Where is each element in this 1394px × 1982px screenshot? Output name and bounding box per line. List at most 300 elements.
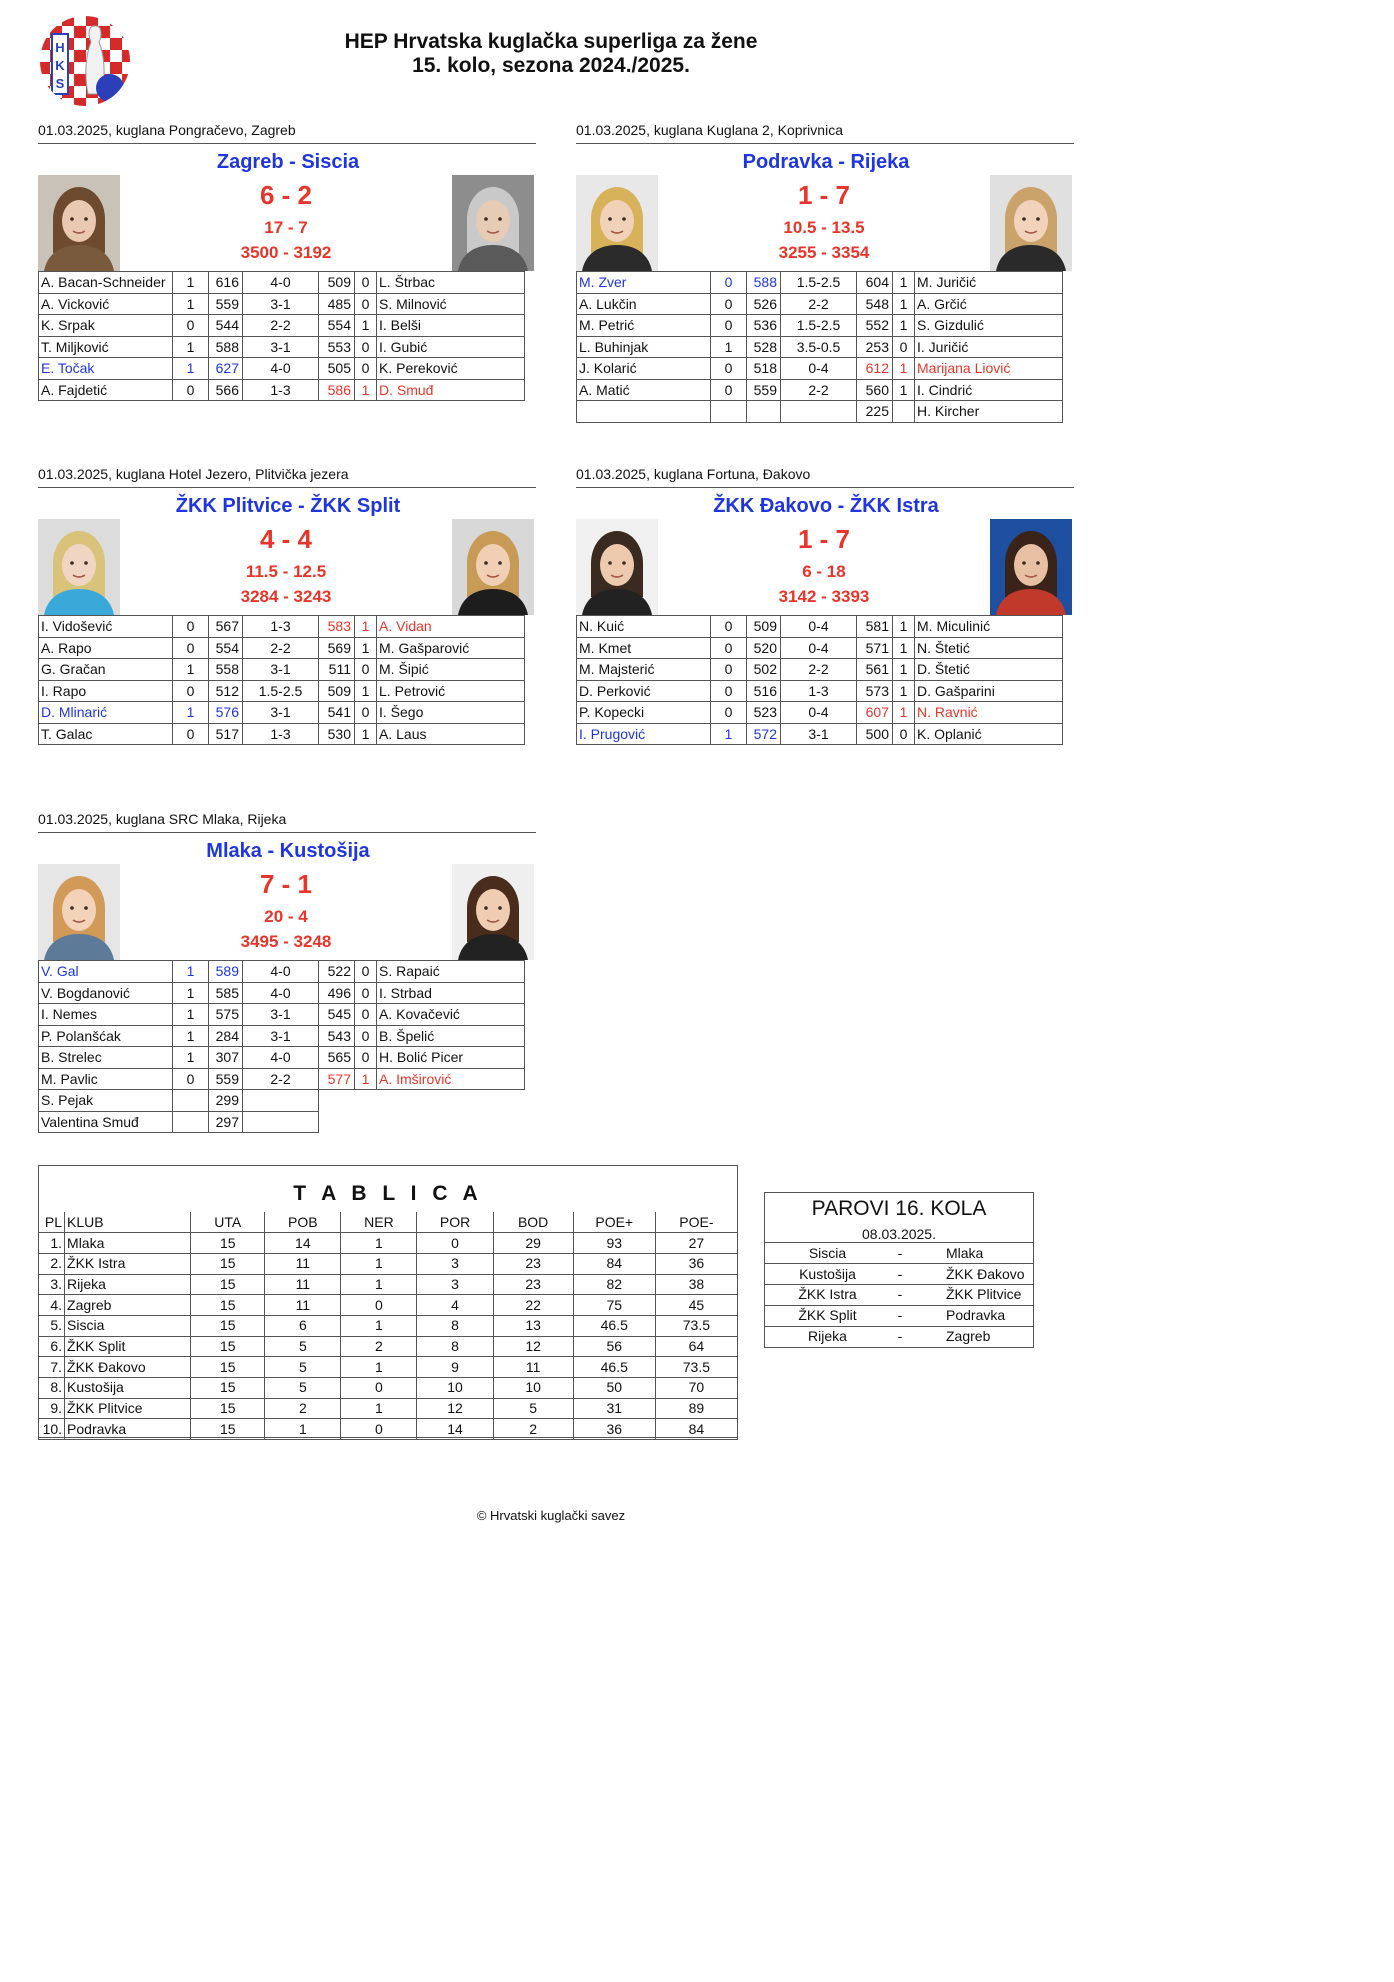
away-player-name: M. Gašparović bbox=[377, 637, 525, 659]
standings-header-match-points-against: POE- bbox=[655, 1212, 737, 1233]
set-result: 3.5-0.5 bbox=[781, 336, 857, 358]
away-player-pins: 253 bbox=[857, 336, 893, 358]
home-player-name: I. Vidošević bbox=[39, 616, 173, 638]
away-player-pins: 565 bbox=[319, 1047, 355, 1069]
set-score: 6 - 18 bbox=[802, 562, 846, 581]
away-player-pins: 511 bbox=[319, 659, 355, 681]
standings-club: ŽKK Plitvice bbox=[65, 1398, 191, 1419]
match-title: Podravka - Rijeka bbox=[742, 151, 910, 173]
standings-draws: 1 bbox=[341, 1315, 417, 1336]
home-player-name: L. Buhinjak bbox=[577, 336, 711, 358]
table-row bbox=[39, 315, 525, 337]
home-player-name: Valentina Smuđ bbox=[39, 1111, 173, 1133]
home-player-name: M. Kmet bbox=[577, 637, 711, 659]
away-player-name: K. Pereković bbox=[377, 358, 525, 380]
pin-total: 3500 - 3192 bbox=[240, 243, 332, 262]
set-result: 0-4 bbox=[781, 637, 857, 659]
home-player-name: I. Prugović bbox=[577, 723, 711, 745]
standings-match-points-against: 38 bbox=[655, 1274, 737, 1295]
match-date-venue: 01.03.2025, kuglana SRC Mlaka, Rijeka bbox=[38, 811, 287, 827]
away-player-point: 0 bbox=[355, 982, 377, 1004]
set-result: 3-1 bbox=[243, 659, 319, 681]
away-player-name: A. Imširović bbox=[377, 1068, 525, 1090]
standings-losses: 12 bbox=[417, 1398, 493, 1419]
away-player-pins: 552 bbox=[857, 315, 893, 337]
away-player-name: N. Ravnić bbox=[915, 702, 1063, 724]
home-player-pins: 572 bbox=[747, 723, 781, 745]
home-player-pins: 299 bbox=[209, 1090, 243, 1112]
away-player-point: 1 bbox=[355, 723, 377, 745]
away-player-point: 0 bbox=[355, 272, 377, 294]
standings-wins: 11 bbox=[265, 1274, 341, 1295]
table-row bbox=[577, 401, 1063, 423]
away-player-point: 1 bbox=[893, 379, 915, 401]
home-player-point: 0 bbox=[711, 379, 747, 401]
away-player-point: 0 bbox=[893, 336, 915, 358]
player-photo-image bbox=[990, 175, 1072, 271]
away-player-photo bbox=[452, 519, 534, 615]
home-player-pins: 297 bbox=[209, 1111, 243, 1133]
away-player-name: A. Vidan bbox=[377, 616, 525, 638]
away-player-point: 1 bbox=[893, 358, 915, 380]
away-player-pins: 530 bbox=[319, 723, 355, 745]
away-player-pins: 545 bbox=[319, 1004, 355, 1026]
standings-row bbox=[39, 1315, 738, 1336]
home-player-name: V. Gal bbox=[39, 961, 173, 983]
away-player-pins: 554 bbox=[319, 315, 355, 337]
player-photo-image bbox=[452, 864, 534, 960]
home-player-point: 0 bbox=[173, 723, 209, 745]
standings-draws: 1 bbox=[341, 1357, 417, 1378]
away-player-pins: 485 bbox=[319, 293, 355, 315]
standings-match-points-against: 84 bbox=[655, 1419, 737, 1440]
page-title: HEP Hrvatska kuglačka superliga za žene bbox=[344, 30, 758, 53]
table-row bbox=[39, 680, 525, 702]
away-player-point: 1 bbox=[355, 379, 377, 401]
away-player-name: K. Oplanić bbox=[915, 723, 1063, 745]
home-player-pins: 567 bbox=[209, 616, 243, 638]
home-player-point: 0 bbox=[711, 680, 747, 702]
home-player-pins: 284 bbox=[209, 1025, 243, 1047]
away-player-pins: 509 bbox=[319, 680, 355, 702]
pair-dash: - bbox=[890, 1264, 910, 1285]
match-date-venue: 01.03.2025, kuglana Fortuna, Đakovo bbox=[576, 466, 811, 482]
empty-cell bbox=[319, 1090, 525, 1112]
player-photo-image bbox=[990, 519, 1072, 615]
away-player-pins: 509 bbox=[319, 272, 355, 294]
away-player-point: 1 bbox=[355, 1068, 377, 1090]
away-player-point bbox=[893, 401, 915, 423]
away-player-pins: 541 bbox=[319, 702, 355, 724]
home-player-point: 0 bbox=[711, 702, 747, 724]
away-player-point: 1 bbox=[355, 637, 377, 659]
pair-row bbox=[765, 1264, 1033, 1285]
home-player-pins: 566 bbox=[209, 379, 243, 401]
away-player-point: 0 bbox=[355, 293, 377, 315]
home-player-point: 0 bbox=[711, 358, 747, 380]
standings-title: T A B L I C A bbox=[293, 1182, 483, 1205]
home-player-pins: 627 bbox=[209, 358, 243, 380]
standings-match-points-against: 27 bbox=[655, 1233, 737, 1254]
home-player-name: M. Pavlic bbox=[39, 1068, 173, 1090]
set-score: 20 - 4 bbox=[264, 907, 308, 926]
home-player-point: 1 bbox=[711, 723, 747, 745]
match-result-table bbox=[576, 615, 1063, 745]
standings-match-points-for: 36 bbox=[573, 1419, 655, 1440]
away-player-pins: 500 bbox=[857, 723, 893, 745]
set-score: 11.5 - 12.5 bbox=[245, 562, 327, 581]
home-player-pins: 576 bbox=[209, 702, 243, 724]
standings-draws: 2 bbox=[341, 1336, 417, 1357]
away-player-pins: 522 bbox=[319, 961, 355, 983]
standings-draws: 1 bbox=[341, 1398, 417, 1419]
home-player-point bbox=[173, 1090, 209, 1112]
standings-match-points-against: 73.5 bbox=[655, 1357, 737, 1378]
away-player-pins: 548 bbox=[857, 293, 893, 315]
standings-played: 15 bbox=[191, 1378, 265, 1399]
set-result: 1-3 bbox=[781, 680, 857, 702]
set-result: 2-2 bbox=[781, 379, 857, 401]
standings-losses: 0 bbox=[417, 1233, 493, 1254]
away-player-pins: 612 bbox=[857, 358, 893, 380]
away-player-pins: 577 bbox=[319, 1068, 355, 1090]
home-player-pins: 526 bbox=[747, 293, 781, 315]
standings-losses: 3 bbox=[417, 1274, 493, 1295]
set-result: 1-3 bbox=[243, 616, 319, 638]
set-result: 2-2 bbox=[781, 293, 857, 315]
away-player-pins: 604 bbox=[857, 272, 893, 294]
away-player-pins: 586 bbox=[319, 379, 355, 401]
away-player-pins: 561 bbox=[857, 659, 893, 681]
pair-dash: - bbox=[897, 1328, 903, 1345]
standings-header-draws: NER bbox=[341, 1212, 417, 1233]
standings-header-club: KLUB bbox=[65, 1212, 191, 1233]
divider bbox=[38, 487, 536, 488]
table-row bbox=[39, 961, 525, 983]
match-header bbox=[38, 864, 538, 960]
away-player-point: 0 bbox=[355, 1004, 377, 1026]
empty-cell bbox=[319, 1111, 525, 1133]
standings-row bbox=[39, 1357, 738, 1378]
match-block bbox=[576, 465, 1076, 745]
standings-points: 2 bbox=[493, 1419, 573, 1440]
home-player-pins: 536 bbox=[747, 315, 781, 337]
standings-wins: 2 bbox=[265, 1398, 341, 1419]
set-result bbox=[781, 401, 857, 423]
away-player-name: I. Strbad bbox=[377, 982, 525, 1004]
away-player-pins: 496 bbox=[319, 982, 355, 1004]
home-player-photo bbox=[38, 864, 120, 960]
standings-rank: 7. bbox=[39, 1357, 65, 1378]
away-player-name: S. Rapaić bbox=[377, 961, 525, 983]
home-player-name: A. Bacan-Schneider bbox=[39, 272, 173, 294]
home-player-pins: 588 bbox=[209, 336, 243, 358]
set-result: 2-2 bbox=[781, 659, 857, 681]
standings-draws: 0 bbox=[341, 1419, 417, 1440]
away-player-pins: 607 bbox=[857, 702, 893, 724]
home-player-pins: 307 bbox=[209, 1047, 243, 1069]
table-row bbox=[39, 272, 525, 294]
standings-header-played: UTA bbox=[191, 1212, 265, 1233]
home-player-pins: 559 bbox=[747, 379, 781, 401]
standings-played: 15 bbox=[191, 1253, 265, 1274]
next-round-pairs bbox=[765, 1243, 1033, 1347]
away-player-name: I. Belši bbox=[377, 315, 525, 337]
pair-dash: - bbox=[890, 1305, 910, 1326]
away-player-point: 0 bbox=[355, 1047, 377, 1069]
table-row bbox=[39, 293, 525, 315]
table-row bbox=[39, 982, 525, 1004]
standings-club: Kustošija bbox=[65, 1378, 191, 1399]
standings-row bbox=[39, 1274, 738, 1295]
standings-draws: 1 bbox=[341, 1274, 417, 1295]
standings-wins: 5 bbox=[265, 1336, 341, 1357]
table-row bbox=[577, 723, 1063, 745]
away-player-name: I. Gubić bbox=[377, 336, 525, 358]
away-player-name: Marijana Liović bbox=[915, 358, 1063, 380]
standings-header-rank: PL bbox=[39, 1212, 65, 1233]
match-score: 7 - 1 bbox=[259, 869, 313, 899]
standings-rank: 9. bbox=[39, 1398, 65, 1419]
table-row bbox=[39, 659, 525, 681]
home-player-name: V. Bogdanović bbox=[39, 982, 173, 1004]
standings-row bbox=[39, 1378, 738, 1399]
standings-rank: 4. bbox=[39, 1295, 65, 1316]
standings-club: ŽKK Đakovo bbox=[65, 1357, 191, 1378]
standings-points: 23 bbox=[493, 1253, 573, 1274]
logo-letter-s: S bbox=[55, 76, 65, 91]
standings-header-losses: POR bbox=[417, 1212, 493, 1233]
set-result: 4-0 bbox=[243, 961, 319, 983]
pair-home: Rijeka bbox=[808, 1328, 847, 1345]
pair-away: ŽKK Đakovo bbox=[910, 1264, 1033, 1285]
match-result-table bbox=[38, 615, 525, 745]
standings-header-match-points-for: POE+ bbox=[573, 1212, 655, 1233]
away-player-name: D. Smuđ bbox=[377, 379, 525, 401]
home-player-pins: 516 bbox=[747, 680, 781, 702]
away-player-name: L. Štrbac bbox=[377, 272, 525, 294]
divider bbox=[38, 832, 536, 833]
away-player-name: M. Miculinić bbox=[915, 616, 1063, 638]
match-score: 6 - 2 bbox=[259, 180, 313, 210]
away-player-point: 1 bbox=[893, 293, 915, 315]
standings-table bbox=[38, 1165, 738, 1438]
set-result: 3-1 bbox=[243, 1025, 319, 1047]
home-player-pins: 616 bbox=[209, 272, 243, 294]
away-player-name: I. Šego bbox=[377, 702, 525, 724]
standings-club: ŽKK Split bbox=[65, 1336, 191, 1357]
match-scores bbox=[120, 519, 452, 607]
home-player-pins: 518 bbox=[747, 358, 781, 380]
home-player-pins: 559 bbox=[209, 293, 243, 315]
set-result bbox=[243, 1111, 319, 1133]
footer-copyright: © Hrvatski kuglački savez bbox=[476, 1508, 626, 1523]
home-player-name bbox=[577, 401, 711, 423]
away-player-name: I. Juričić bbox=[915, 336, 1063, 358]
match-header bbox=[38, 519, 538, 615]
standings-match-points-against: 89 bbox=[655, 1398, 737, 1419]
match-scores bbox=[120, 864, 452, 952]
away-player-name: H. Kircher bbox=[915, 401, 1063, 423]
standings-row bbox=[39, 1295, 738, 1316]
home-player-point: 1 bbox=[173, 272, 209, 294]
standings-club: Siscia bbox=[65, 1315, 191, 1336]
away-player-pins: 581 bbox=[857, 616, 893, 638]
standings-wins: 11 bbox=[265, 1253, 341, 1274]
set-result: 0-4 bbox=[781, 702, 857, 724]
player-photo-image bbox=[452, 175, 534, 271]
standings-losses: 9 bbox=[417, 1357, 493, 1378]
set-result: 1.5-2.5 bbox=[243, 680, 319, 702]
standings-draws: 1 bbox=[341, 1253, 417, 1274]
page-subtitle: 15. kolo, sezona 2024./2025. bbox=[412, 54, 690, 77]
standings-match-points-for: 93 bbox=[573, 1233, 655, 1254]
away-player-name: A. Laus bbox=[377, 723, 525, 745]
standings-played: 15 bbox=[191, 1419, 265, 1440]
home-player-pins: 544 bbox=[209, 315, 243, 337]
standings-losses: 8 bbox=[417, 1336, 493, 1357]
standings-wins: 14 bbox=[265, 1233, 341, 1254]
away-player-point: 1 bbox=[355, 315, 377, 337]
table-row bbox=[39, 702, 525, 724]
home-player-pins: 575 bbox=[209, 1004, 243, 1026]
divider bbox=[576, 487, 1074, 488]
home-player-name: A. Matić bbox=[577, 379, 711, 401]
away-player-point: 0 bbox=[355, 659, 377, 681]
set-result: 3-1 bbox=[243, 1004, 319, 1026]
home-player-point: 0 bbox=[711, 659, 747, 681]
standings-header-row bbox=[39, 1212, 738, 1233]
standings-points: 11 bbox=[493, 1357, 573, 1378]
home-player-pins: 585 bbox=[209, 982, 243, 1004]
match-score: 1 - 7 bbox=[797, 524, 851, 554]
away-player-pins: 505 bbox=[319, 358, 355, 380]
home-player-name: D. Mlinarić bbox=[39, 702, 173, 724]
home-player-point: 1 bbox=[173, 1047, 209, 1069]
match-date-venue: 01.03.2025, kuglana Pongračevo, Zagreb bbox=[38, 122, 296, 138]
away-player-name: D. Gašparini bbox=[915, 680, 1063, 702]
set-result: 0-4 bbox=[781, 616, 857, 638]
match-scores bbox=[658, 519, 990, 607]
standings-club: ŽKK Istra bbox=[65, 1253, 191, 1274]
set-result: 4-0 bbox=[243, 982, 319, 1004]
home-player-name: A. Vicković bbox=[39, 293, 173, 315]
away-player-point: 0 bbox=[355, 1025, 377, 1047]
home-player-name: M. Petrić bbox=[577, 315, 711, 337]
standings-match-points-against: 70 bbox=[655, 1378, 737, 1399]
away-player-point: 0 bbox=[355, 358, 377, 380]
away-player-point: 0 bbox=[355, 961, 377, 983]
standings-played: 15 bbox=[191, 1274, 265, 1295]
away-player-photo bbox=[452, 864, 534, 960]
home-player-point: 1 bbox=[173, 982, 209, 1004]
logo-letter-h: H bbox=[55, 40, 65, 55]
pin-total: 3495 - 3248 bbox=[240, 932, 332, 951]
pair-away: Mlaka bbox=[910, 1243, 1033, 1264]
set-result: 2-2 bbox=[243, 637, 319, 659]
match-result-table bbox=[38, 271, 525, 401]
away-player-name: L. Petrović bbox=[377, 680, 525, 702]
table-row bbox=[39, 1068, 525, 1090]
standings-rank: 8. bbox=[39, 1378, 65, 1399]
away-player-point: 0 bbox=[355, 702, 377, 724]
table-row bbox=[577, 616, 1063, 638]
home-player-point: 0 bbox=[711, 293, 747, 315]
table-row bbox=[577, 358, 1063, 380]
home-player-name: E. Točak bbox=[39, 358, 173, 380]
table-row bbox=[577, 637, 1063, 659]
set-result: 3-1 bbox=[243, 702, 319, 724]
next-round-box bbox=[764, 1192, 1034, 1348]
home-player-name: P. Kopecki bbox=[577, 702, 711, 724]
table-row bbox=[39, 1111, 525, 1133]
table-row bbox=[39, 1025, 525, 1047]
standings-match-points-for: 56 bbox=[573, 1336, 655, 1357]
away-player-pins: 553 bbox=[319, 336, 355, 358]
standings-rank: 3. bbox=[39, 1274, 65, 1295]
match-header bbox=[576, 175, 1076, 271]
home-player-point: 0 bbox=[711, 272, 747, 294]
home-player-pins: 554 bbox=[209, 637, 243, 659]
player-photo-image bbox=[576, 175, 658, 271]
home-player-name: T. Miljković bbox=[39, 336, 173, 358]
table-row bbox=[39, 358, 525, 380]
away-player-point: 0 bbox=[893, 723, 915, 745]
next-round-title: PAROVI 16. KOLA bbox=[811, 1197, 987, 1220]
home-player-pins: 588 bbox=[747, 272, 781, 294]
divider bbox=[38, 143, 536, 144]
standings-club: Podravka bbox=[65, 1419, 191, 1440]
player-photo-image bbox=[38, 864, 120, 960]
set-result: 4-0 bbox=[243, 272, 319, 294]
home-player-point: 0 bbox=[711, 616, 747, 638]
home-player-point: 1 bbox=[173, 293, 209, 315]
standings-played: 15 bbox=[191, 1295, 265, 1316]
standings-wins: 1 bbox=[265, 1419, 341, 1440]
home-player-point: 0 bbox=[173, 315, 209, 337]
home-player-point: 1 bbox=[173, 336, 209, 358]
home-player-name: S. Pejak bbox=[39, 1090, 173, 1112]
home-player-pins: 558 bbox=[209, 659, 243, 681]
away-player-point: 1 bbox=[893, 702, 915, 724]
standings-wins: 11 bbox=[265, 1295, 341, 1316]
table-row bbox=[577, 702, 1063, 724]
player-photo-image bbox=[38, 519, 120, 615]
home-player-pins: 509 bbox=[747, 616, 781, 638]
home-player-pins: 523 bbox=[747, 702, 781, 724]
standings-points: 12 bbox=[493, 1336, 573, 1357]
pair-away: Zagreb bbox=[946, 1328, 991, 1345]
match-block bbox=[38, 121, 538, 401]
logo-letter-k: K bbox=[55, 58, 65, 73]
standings-match-points-against: 36 bbox=[655, 1253, 737, 1274]
home-player-point: 0 bbox=[711, 637, 747, 659]
pair-home: ŽKK Istra bbox=[765, 1285, 890, 1306]
home-player-name: M. Zver bbox=[577, 272, 711, 294]
home-player-name: A. Rapo bbox=[39, 637, 173, 659]
away-player-photo bbox=[990, 519, 1072, 615]
standings-rank: 1. bbox=[39, 1233, 65, 1254]
table-row bbox=[577, 680, 1063, 702]
set-result: 1-3 bbox=[243, 723, 319, 745]
pair-dash: - bbox=[890, 1243, 910, 1264]
match-header bbox=[576, 519, 1076, 615]
match-result-table bbox=[38, 960, 525, 1133]
standings-draws: 1 bbox=[341, 1233, 417, 1254]
home-player-photo bbox=[576, 175, 658, 271]
away-player-point: 0 bbox=[355, 336, 377, 358]
home-player-point: 1 bbox=[173, 1004, 209, 1026]
